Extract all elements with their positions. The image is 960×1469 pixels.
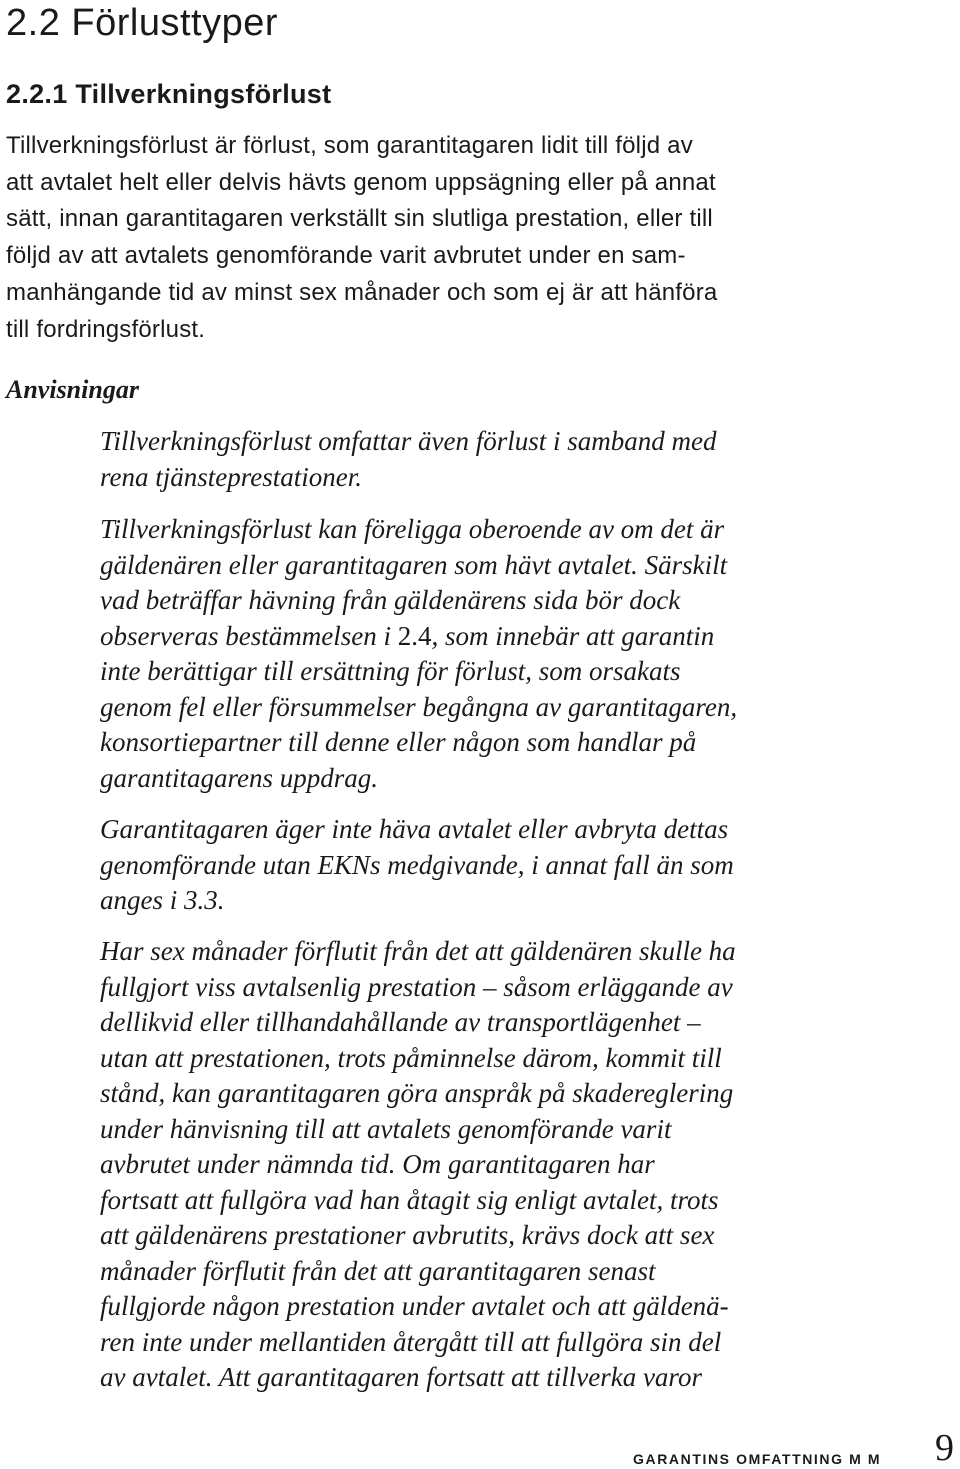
anvisning-paragraph-2 — [100, 512, 840, 796]
anvisning-line: genom fel eller försummelser begångna av garantitagaren, — [100, 691, 738, 722]
definition-line: Tillverkningsförlust är förlust, som garantitagaren lidit till följd av — [6, 132, 693, 159]
anvisning-line: rena tjänsteprestationer. — [100, 461, 362, 492]
anvisning-line: stånd, kan garantitagaren göra anspråk på skadereglering — [100, 1078, 734, 1108]
definition-line: följd av att avtalets genomförande varit avbrutet under en sam- — [6, 242, 686, 270]
anvisning-line: gäldenären eller garantitagaren som hävt avtalet. Särskilt — [100, 549, 728, 580]
anvisning-line: avbrutet under nämnda tid. Om garantitagaren har — [100, 1149, 655, 1179]
definition-line: att avtalet helt eller delvis hävts genom uppsägning eller på annat — [6, 168, 716, 196]
anvisning-line-with-reference — [100, 619, 840, 655]
definition-line: till fordringsförlust. — [6, 315, 206, 343]
anvisningar-heading: Anvisningar — [6, 375, 139, 404]
section-heading: 2.2 Förlusttyper — [6, 2, 278, 44]
anvisning-paragraph-1 — [100, 424, 840, 495]
anvisning-line: genomförande utan EKNs medgivande, i annat fall än som — [100, 849, 734, 880]
anvisning-line: fortsatt att fullgöra vad han åtagit sig enligt avtalet, trots — [100, 1184, 719, 1215]
anvisning-line: anges i 3.3. — [100, 885, 225, 915]
anvisning-paragraph-4 — [100, 934, 840, 1396]
section-reference: 2.4 — [397, 620, 432, 651]
anvisning-line: vad beträffar hävning från gäldenärens sida bör dock — [100, 585, 681, 615]
anvisning-line: under hänvisning till att avtalets genomförande varit — [100, 1113, 672, 1144]
anvisning-line: utan att prestationen, trots påminnelse därom, kommit till — [100, 1042, 722, 1073]
definition-line: sätt, innan garantitagaren verkställt sin slutliga prestation, eller till — [6, 205, 713, 233]
anvisning-line: fullgjorde någon prestation under avtalet och att gäldenä- — [100, 1291, 729, 1321]
anvisning-line: Har sex månader förflutit från det att gäldenären skulle ha — [100, 936, 736, 966]
anvisning-text: , som innebär att garantin — [431, 620, 715, 651]
anvisning-line: av avtalet. Att garantitagaren fortsatt att tillverka varor — [100, 1362, 702, 1392]
page-number: 9 — [935, 1427, 954, 1469]
anvisning-line: Tillverkningsförlust omfattar även förlust i samband med — [100, 426, 717, 456]
anvisning-line: dellikvid eller tillhandahållande av transportlägenhet – — [100, 1007, 701, 1037]
anvisning-line: Tillverkningsförlust kan föreligga oberoende av om det är — [100, 514, 725, 544]
anvisning-line: konsortiepartner till denne eller någon som handlar på — [100, 727, 697, 757]
anvisning-line: ren inte under mellantiden återgått till att fullgöra sin del — [100, 1326, 722, 1357]
anvisning-line: inte berättigar till ersättning för förlust, som orsakats — [100, 656, 681, 686]
definition-paragraph — [6, 128, 826, 348]
subsection-heading: 2.2.1 Tillverkningsförlust — [6, 79, 332, 109]
anvisning-text: observeras bestämmelsen i — [100, 620, 398, 651]
definition-line: manhängande tid av minst sex månader och som ej är att hänföra — [6, 278, 718, 306]
anvisning-line: Garantitagaren äger inte häva avtalet eller avbryta dettas — [100, 814, 729, 844]
anvisning-line: månader förflutit från det att garantitagaren senast — [100, 1255, 656, 1286]
running-footer: GARANTINS OMFATTNING M M — [633, 1451, 882, 1467]
anvisning-line: att gäldenärens prestationer avbrutits, krävs dock att sex — [100, 1220, 715, 1250]
anvisning-line: fullgjort viss avtalsenlig prestation – såsom erläggande av — [100, 971, 733, 1002]
anvisning-paragraph-3 — [100, 812, 840, 919]
anvisning-line: garantitagarens uppdrag. — [100, 762, 379, 793]
